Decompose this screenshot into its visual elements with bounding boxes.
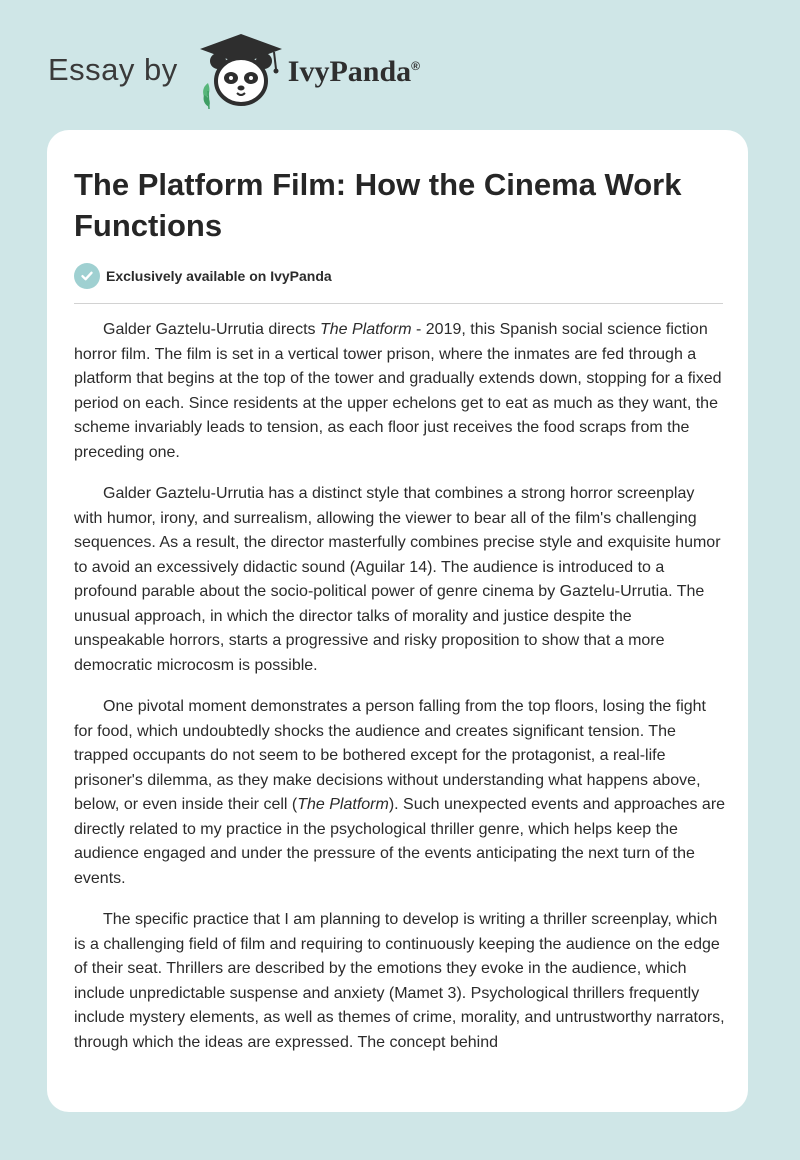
paragraph: Galder Gaztelu-Urrutia has a distinct style that combines a strong horror screenplay with humor, irony, and surrealism, allowing the viewer to bear all of the film's challenging sequences. As a result, the director masterfully combines precise style and exquisite humor to avoid an excessively didactic sound (Aguilar 14). The audience is introduced to a profound parable about the socio-political power of genre cinema by Gaztelu-Urrutia. The unusual approach, in which the director talks of morality and justice despite the unspeakable horrors, starts a progressive and risky proposition to show that a more democratic microcosm is possible. (74, 485, 721, 674)
panda-logo-icon[interactable] (196, 31, 286, 109)
exclusive-label: Exclusively available on IvyPanda (106, 268, 332, 284)
page-title: The Platform Film: How the Cinema Work Functions (74, 167, 682, 243)
essay-by-label: Essay by (48, 52, 178, 87)
site-header (48, 30, 420, 110)
essay-body (74, 318, 726, 1072)
paragraph: The specific practice that I am planning to develop is writing a thriller screenplay, which is a challenging field of film and requiring to continuously keeping the audience on the edge of their seat. Thrillers are described by the emotions they evoke in the audience, which include unpredictable suspense and anxiety (Mamet 3). Psychological thrillers frequently include mystery elements, as well as themes of crime, morality, and untrustworthy narrators, through which the ideas are expressed. The concept behind (74, 911, 725, 1051)
brand-name[interactable]: IvyPanda® (287, 55, 420, 88)
exclusive-badge (74, 263, 332, 289)
essay-card (47, 130, 748, 1112)
paragraph: One pivotal moment demonstrates a person falling from the top floors, losing the fight for food, which undoubtedly shocks the audience and creates significant tension. The trapped occupants do not seem to be bothered except for the protagonist, a real-life prisoner's dilemma, as they make decisions without understanding what happens above, below, or even inside their cell (The Platform). Such unexpected events and approaches are directly related to my practice in the psychological thriller genre, which helps keep the audience engaged and under the pressure of the events anticipating the next turn of the events. (74, 698, 726, 887)
divider (74, 303, 723, 304)
registered-mark: ® (411, 59, 420, 73)
checkmark-icon (74, 263, 100, 289)
paragraph: Galder Gaztelu-Urrutia directs The Platform - 2019, this Spanish social science fiction horror film. The film is set in a vertical tower prison, where the inmates are fed through a platform that begins at the top of the tower and gradually extends down, stopping for a fixed period on each. Since residents at the upper echelons get to eat as much as they want, the scheme invariably leads to tension, as each floor just receives the food scraps from the preceding one. (74, 321, 722, 461)
